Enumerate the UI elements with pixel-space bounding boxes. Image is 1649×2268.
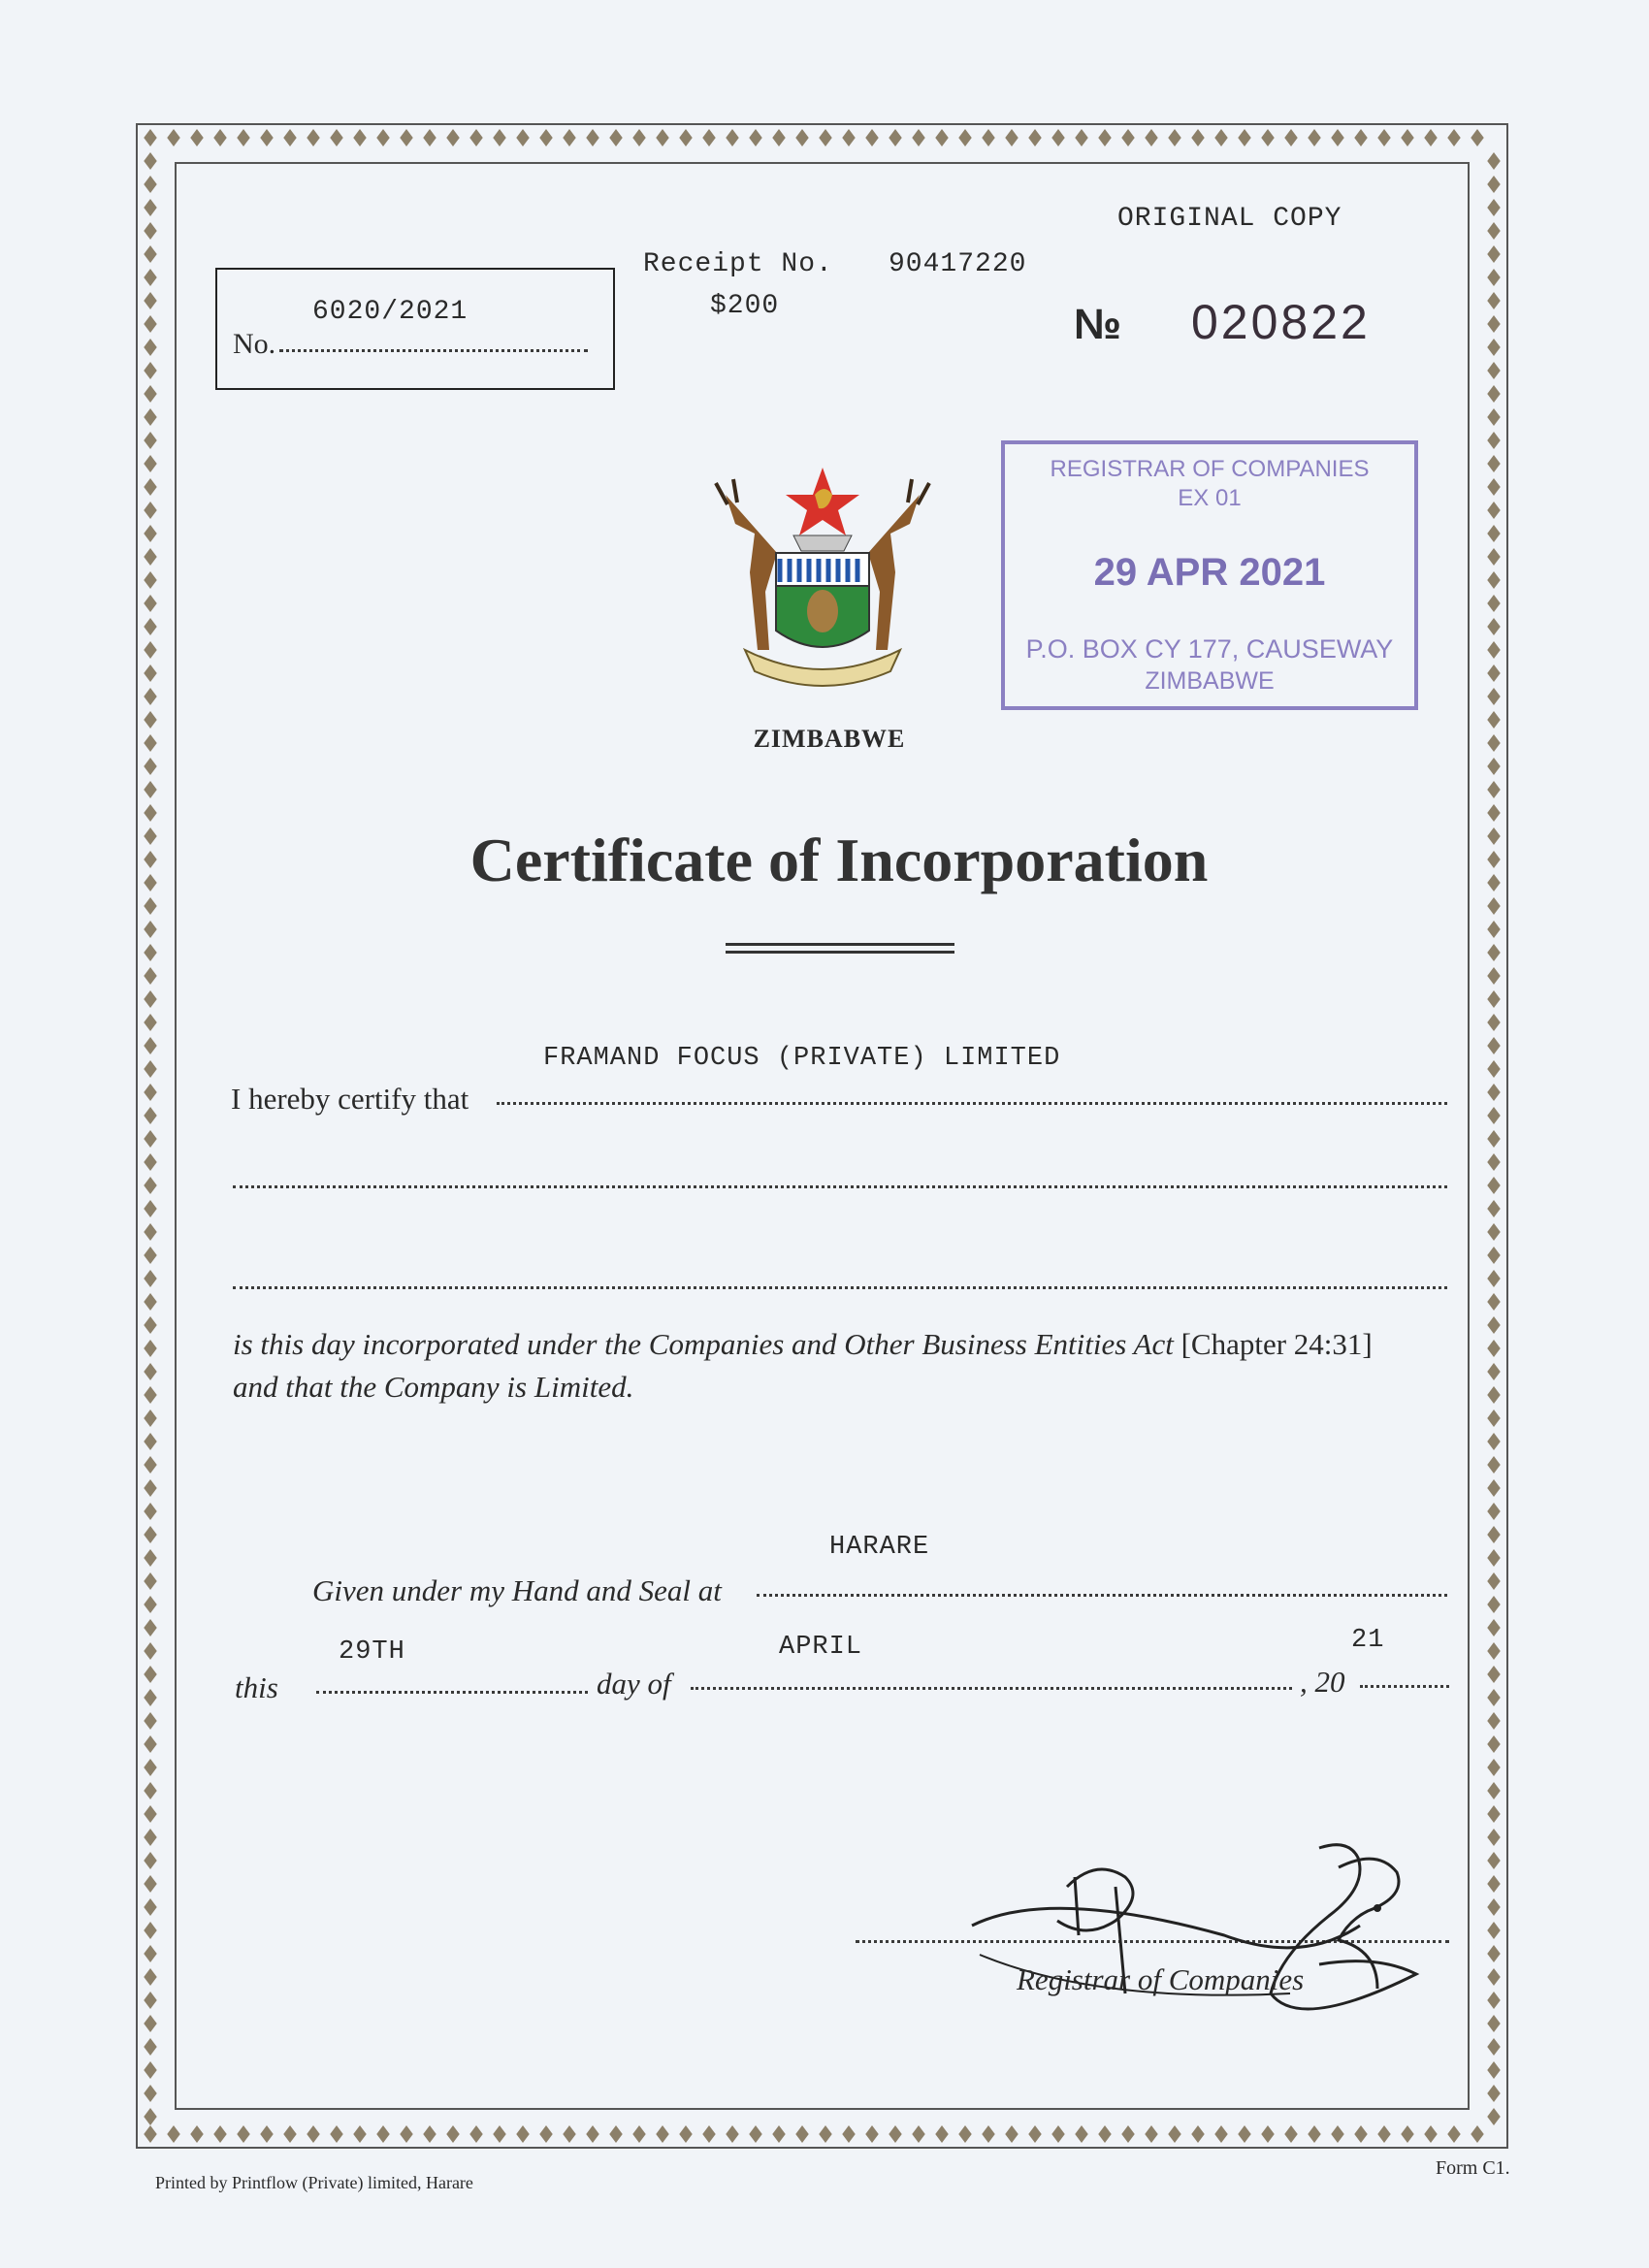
receipt-number: 90417220 [889,249,1027,279]
act-chapter: [Chapter 24:31] [1180,1327,1373,1361]
printer-credit: Printed by Printflow (Private) limited, Harare [155,2173,473,2192]
certify-label: I hereby certify that [231,1082,469,1116]
registrar-title: Registrar of Companies [1017,1962,1305,1996]
year-dotted-line [1360,1685,1449,1688]
this-label: this [235,1670,278,1704]
country-name: ZIMBABWE [753,725,906,753]
document-title: Certificate of Incorporation [469,826,1209,894]
stamp-line-code: EX 01 [1178,485,1242,511]
registration-number-dotted-line [279,349,588,352]
form-label: Form C1. [1436,2157,1510,2179]
given-month: APRIL [779,1633,863,1662]
act-text: is this day incorporated under the Companies and Other Business Entities Act [233,1327,1174,1361]
blank-dotted-line-1 [233,1185,1447,1188]
serial-number: 020822 [1191,295,1371,349]
limited-statement: and that the Company is Limited. [233,1370,634,1404]
stamp-country: ZIMBABWE [1145,667,1275,695]
coat-of-arms-icon [687,466,958,689]
company-name: FRAMAND FOCUS (PRIVATE) LIMITED [543,1044,1061,1073]
title-underline-second [726,951,954,954]
original-copy-label: ORIGINAL COPY [1117,204,1342,234]
signature-icon [970,1838,1436,2032]
stamp-line-registrar: REGISTRAR OF COMPANIES [1050,456,1370,482]
registrar-stamp [1001,440,1418,710]
day-dotted-line [316,1691,588,1694]
title-underline [726,943,954,946]
given-year: 21 [1351,1626,1385,1655]
receipt-amount: $200 [710,291,780,321]
stamp-date: 29 APR 2021 [1093,551,1326,594]
month-dotted-line [691,1687,1292,1690]
company-name-dotted-line [497,1102,1447,1105]
serial-number-symbol: № [1074,301,1122,348]
given-day: 29TH [339,1637,405,1667]
day-of-label: day of [597,1667,671,1701]
receipt-label: Receipt No. [643,249,833,279]
blank-dotted-line-2 [233,1286,1447,1289]
registration-number-label: No. [233,328,276,360]
place-dotted-line [757,1594,1447,1597]
registration-number: 6020/2021 [312,297,469,327]
stamp-address: P.O. BOX CY 177, CAUSEWAY [1025,634,1394,664]
given-label: Given under my Hand and Seal at [312,1573,722,1607]
century-label: , 20 [1300,1665,1345,1699]
act-statement [233,1327,1373,1362]
given-place: HARARE [829,1533,930,1562]
